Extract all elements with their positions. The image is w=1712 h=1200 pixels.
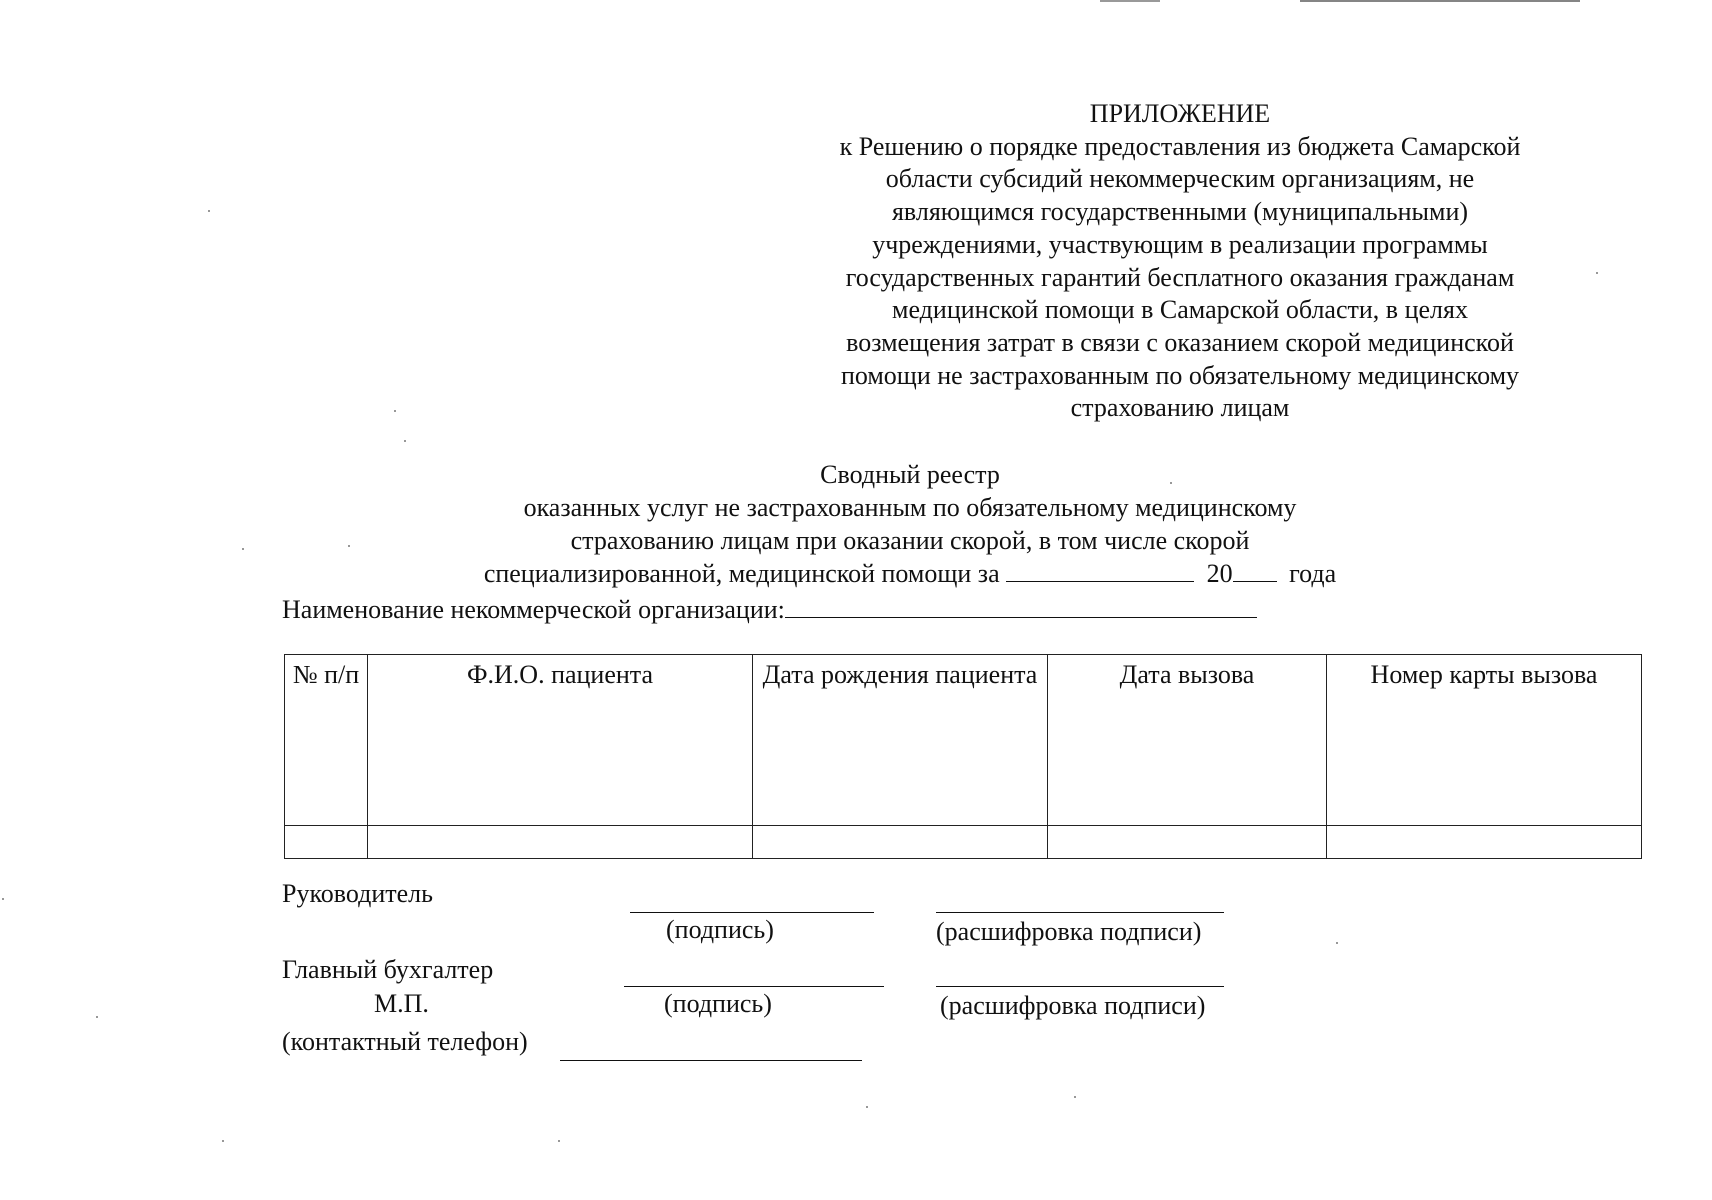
- scan-speck: [394, 410, 396, 412]
- registry-table: [284, 654, 1642, 859]
- column-header-patient-name: Ф.И.О. пациента: [368, 655, 753, 826]
- table-row: [285, 826, 1642, 859]
- scan-speck: [866, 1106, 868, 1108]
- appendix-line: учреждениями, участвующим в реализации программы: [872, 229, 1488, 259]
- scan-speck: [404, 440, 406, 442]
- scan-speck: [1074, 1096, 1076, 1098]
- scan-speck: [208, 210, 210, 212]
- appendix-line: являющимся государственными (муниципальными): [891, 197, 1469, 227]
- scan-speck: [96, 1016, 98, 1018]
- registry-period-prefix: специализированной, медицинской помощи за: [483, 559, 1000, 588]
- registry-title-line: Сводный реестр: [820, 460, 1000, 489]
- head-decoding-line[interactable]: [936, 912, 1224, 913]
- table-cell[interactable]: [285, 826, 368, 859]
- scan-artifact-line: [1300, 0, 1580, 2]
- year-suffix: года: [1289, 559, 1337, 588]
- registry-title-line: страхованию лицам при оказании скорой, в том числе скорой: [570, 526, 1250, 555]
- organization-label: Наименование некоммерческой организации:: [282, 595, 785, 624]
- period-month-blank[interactable]: [1006, 559, 1194, 582]
- organization-line: [282, 594, 1257, 626]
- registry-period-line: [420, 557, 1400, 590]
- appendix-line: к Решению о порядке предоставления из бюджета Самарской: [839, 131, 1521, 161]
- year-prefix: 20: [1206, 559, 1233, 588]
- organization-name-blank[interactable]: [785, 595, 1257, 618]
- scan-speck: [1170, 482, 1172, 484]
- column-header-call-date: Дата вызова: [1048, 655, 1327, 826]
- scan-speck: [242, 548, 244, 550]
- accountant-decoding-caption: (расшифровка подписи): [940, 991, 1206, 1020]
- appendix-text: [800, 131, 1560, 425]
- phone-label: (контактный телефон): [282, 1027, 528, 1056]
- appendix-block: [800, 98, 1560, 425]
- year-blank[interactable]: [1233, 559, 1277, 582]
- appendix-line: помощи не застрахованным по обязательному медицинскому: [840, 360, 1520, 390]
- table-header-row: [285, 655, 1642, 826]
- scan-speck: [1596, 272, 1598, 274]
- accountant-signature-line[interactable]: [624, 986, 884, 987]
- appendix-line: области субсидий некоммерческим организациям, не: [885, 164, 1475, 194]
- head-decoding-caption: (расшифровка подписи): [936, 917, 1202, 946]
- head-signature-line[interactable]: [630, 912, 874, 913]
- signature-section: [282, 878, 1282, 1078]
- table-cell[interactable]: [753, 826, 1048, 859]
- accountant-label: Главный бухгалтер: [282, 955, 494, 984]
- column-header-call-card-number: Номер карты вызова: [1327, 655, 1642, 826]
- appendix-line: государственных гарантий бесплатного оказания гражданам: [845, 262, 1515, 292]
- table-cell[interactable]: [1048, 826, 1327, 859]
- table-cell[interactable]: [368, 826, 753, 859]
- table-cell[interactable]: [1327, 826, 1642, 859]
- scan-speck: [222, 1140, 224, 1142]
- head-label: Руководитель: [282, 879, 433, 908]
- head-signature-caption: (подпись): [666, 915, 774, 944]
- appendix-line: медицинской помощи в Самарской области, в целях: [892, 295, 1468, 325]
- appendix-line: страхованию лицам: [1070, 393, 1290, 423]
- registry-title: [420, 458, 1400, 590]
- registry-title-line: оказанных услуг не застрахованным по обязательному медицинскому: [523, 493, 1297, 522]
- accountant-decoding-line[interactable]: [936, 986, 1224, 987]
- column-header-number: № п/п: [285, 655, 368, 826]
- scan-speck: [348, 545, 350, 547]
- scan-speck: [2, 898, 4, 900]
- scan-speck: [558, 1140, 560, 1142]
- stamp-label: М.П.: [374, 989, 429, 1018]
- column-header-birth-date: Дата рождения пациента: [753, 655, 1048, 826]
- scan-speck: [1336, 942, 1338, 944]
- phone-line[interactable]: [560, 1060, 862, 1061]
- appendix-line: возмещения затрат в связи с оказанием скорой медицинской: [846, 327, 1514, 357]
- appendix-heading: ПРИЛОЖЕНИЕ: [1089, 99, 1271, 128]
- scan-artifact-line: [1100, 0, 1160, 2]
- accountant-signature-caption: (подпись): [664, 989, 772, 1018]
